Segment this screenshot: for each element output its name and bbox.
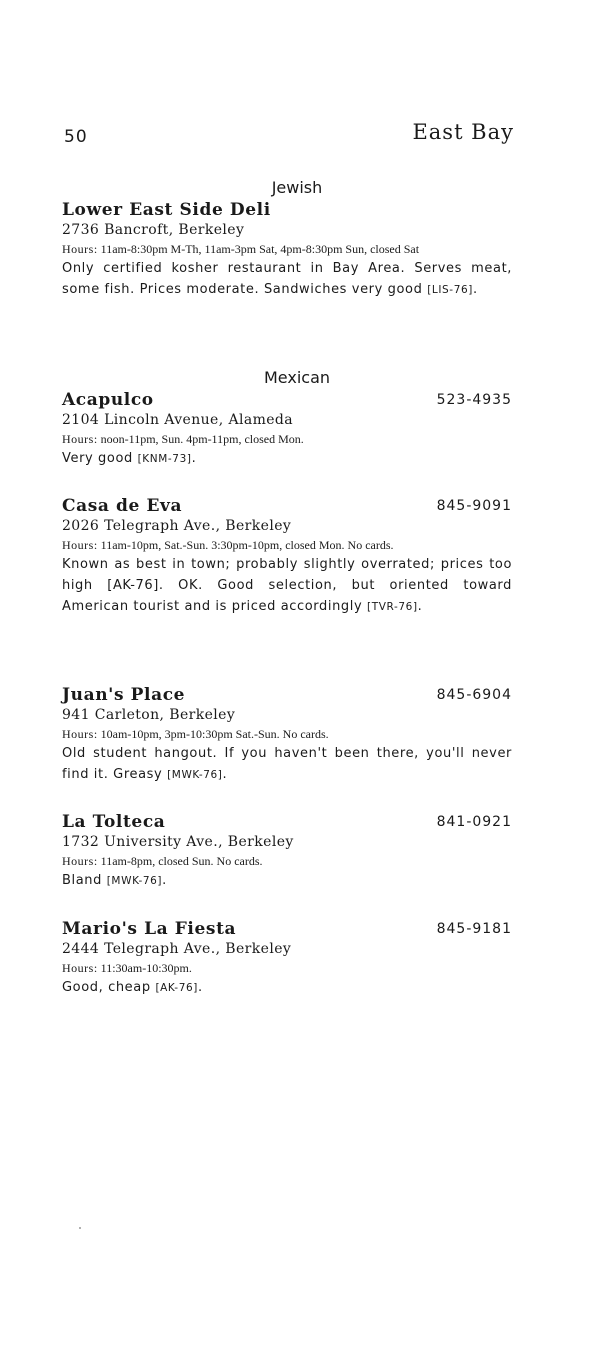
hours-text: 11:30am-10:30pm. [100,961,192,975]
review-text: Only certified kosher restaurant in Bay Area. Serves meat, some fish. Prices moderate. Sandwiches very good [62,261,512,297]
restaurant-name: Mario's La Fiesta [62,919,237,939]
reviewer-code: [AK-76] [155,982,198,994]
review-end: . [222,767,228,782]
restaurant-address: 941 Carleton, Berkeley [62,707,236,723]
review-text: Known as best in town; probably slightly overrated; prices too high [AK-76]. OK. Good selection, but oriented toward American tourist and is priced accordingly [62,557,512,614]
category-heading-jewish: Jewish [271,178,323,197]
hours-text: noon-11pm, Sun. 4pm-11pm, closed Mon. [100,432,304,446]
scan-speck [79,1227,81,1229]
restaurant-name: Lower East Side Deli [62,200,271,220]
restaurant-hours [62,853,512,869]
restaurant-review [62,977,512,999]
restaurant-name: Casa de Eva [62,496,183,516]
review-text: Good, cheap [62,980,151,995]
review-text: Bland [62,873,102,888]
restaurant-review [62,258,512,301]
restaurant-entry [62,684,512,786]
hours-text: 11am-8pm, closed Sun. No cards. [100,854,263,868]
hours-label: Hours: [62,432,98,446]
restaurant-name: Juan's Place [62,685,186,705]
hours-label: Hours: [62,242,98,256]
restaurant-phone: 845-9091 [436,498,512,514]
region-heading: East Bay [412,120,514,144]
reviewer-code: [KNM-73] [137,453,192,465]
restaurant-phone: 845-6904 [436,687,512,703]
reviewer-code: [MWK-76] [167,769,223,781]
hours-label: Hours: [62,727,98,741]
review-end: . [197,980,203,995]
review-end: . [191,451,197,466]
restaurant-entry [62,495,512,618]
hours-label: Hours: [62,961,98,975]
page-number: 50 [64,127,88,147]
review-text: Very good [62,451,133,466]
restaurant-phone: 845-9181 [436,921,512,937]
restaurant-name: La Tolteca [62,812,166,832]
restaurant-hours [62,726,512,742]
review-end: . [472,282,478,297]
restaurant-entry [62,389,512,470]
restaurant-review [62,554,512,618]
hours-label: Hours: [62,854,98,868]
hours-text: 11am-10pm, Sat.-Sun. 3:30pm-10pm, closed Mon. No cards. [100,538,394,552]
reviewer-code: [LIS-76] [427,284,473,296]
restaurant-review [62,743,512,786]
review-end: . [417,599,423,614]
restaurant-hours [62,431,512,447]
hours-text: 11am-8:30pm M-Th, 11am-3pm Sat, 4pm-8:30pm Sun, closed Sat [100,242,420,256]
category-heading-mexican: Mexican [263,368,331,387]
review-text: Old student hangout. If you haven't been there, you'll never find it. Greasy [62,746,512,782]
reviewer-code: [TVR-76] [367,601,418,613]
restaurant-phone: 523-4935 [436,392,512,408]
restaurant-phone: 841-0921 [436,814,512,830]
restaurant-review [62,448,512,470]
restaurant-entry [62,199,512,301]
review-end: . [162,873,167,888]
restaurant-name: Acapulco [62,390,154,410]
hours-label: Hours: [62,538,98,552]
restaurant-hours [62,241,512,257]
restaurant-address: 2104 Lincoln Avenue, Alameda [62,412,294,428]
restaurant-hours [62,537,512,553]
restaurant-address: 2736 Bancroft, Berkeley [62,222,245,238]
reviewer-code: [MWK-76] [106,875,163,887]
hours-text: 10am-10pm, 3pm-10:30pm Sat.-Sun. No cards. [100,727,329,741]
restaurant-address: 2444 Telegraph Ave., Berkeley [62,941,292,957]
restaurant-review [62,870,512,892]
restaurant-address: 1732 University Ave., Berkeley [62,834,294,850]
restaurant-entry [62,918,512,999]
restaurant-address: 2026 Telegraph Ave., Berkeley [62,518,292,534]
restaurant-hours [62,960,512,976]
restaurant-entry [62,811,512,892]
